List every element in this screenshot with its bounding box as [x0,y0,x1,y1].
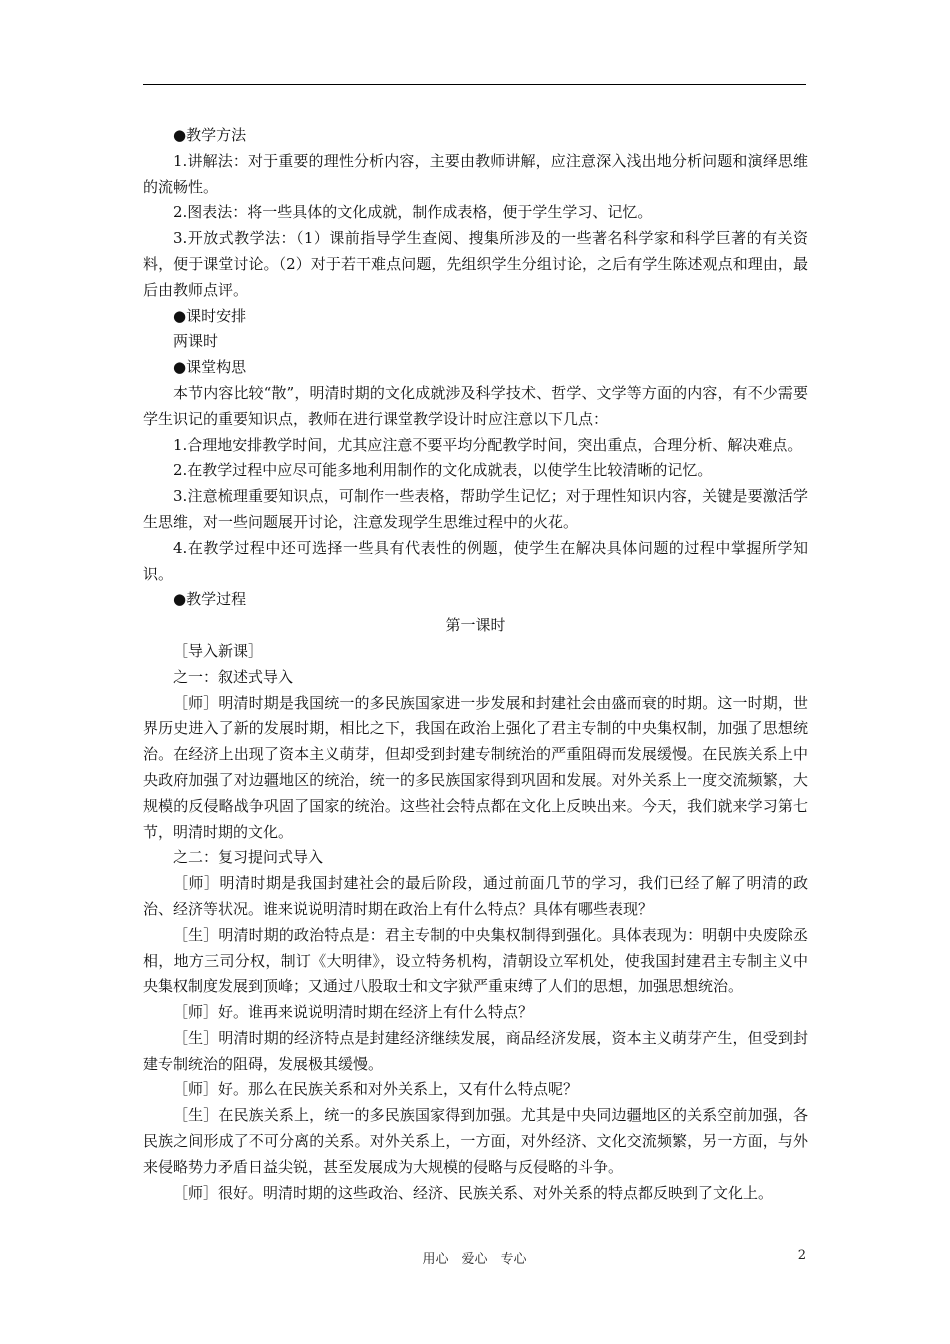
paragraph: ［师］明清时期是我国统一的多民族国家进一步发展和封建社会由盛而衰的时期。这一时期，世界历史进入了新的发展时期，相比之下，我国在政治上强化了君主专制的中央集权制，加强了思想统治。在经济上出现了资本主义萌芽，但却受到封建专制统治的严重阻碍而发展缓慢。在民族关系上中央政府加强了对边疆地区的统治，统一的多民族国家得到巩固和发展。对外关系上一度交流频繁，大规模的反侵略战争巩固了国家的统治。这些社会特点都在文化上反映出来。今天，我们就来学习第七节，明清时期的文化。 [143,693,808,841]
paragraph: 2.在教学过程中应尽可能多地利用制作的文化成就表，以使学生比较清晰的记忆。 [173,461,713,480]
section-heading-process: ●教学过程 [173,590,247,609]
footer-motto: 用心 爱心 专心 [422,1252,527,1267]
paragraph: ［师］好。谁再来说说明清时期在经济上有什么特点？ [173,1003,534,1022]
paragraph: 2.图表法：将一些具体的文化成就，制作成表格，便于学生学习、记忆。 [173,203,653,222]
paragraph: 之二：复习提问式导入 [173,848,324,867]
paragraph: 3.注意梳理重要知识点，可制作一些表格，帮助学生记忆；对于理性知识内容，关键是要激活学生思维，对一些问题展开讨论，注意发现学生思维过程中的火花。 [143,487,808,531]
paragraph: ［生］明清时期的政治特点是：君主专制的中央集权制得到强化。具体表现为：明朝中央废除丞相，地方三司分权，制订《大明律》，设立特务机构，清朝设立军机处，使我国封建君主专制主义中央集权制度发展到顶峰；又通过八股取士和文字狱严重束缚了人们的思想，加强思想统治。 [143,925,808,996]
section-heading-methods: ●教学方法 [173,126,247,144]
paragraph: 两课时 [173,332,219,351]
section-heading-schedule: ●课时安排 [173,306,247,325]
paragraph: ［师］明清时期是我国封建社会的最后阶段，通过前面几节的学习，我们已经了解了明清的政治、经济等状况。谁来说说明清时期在政治上有什么特点？具体有哪些表现？ [143,874,808,918]
paragraph: 1.合理地安排教学时间，尤其应注意不要平均分配教学时间，突出重点，合理分析、解决难点。 [173,435,803,454]
paragraph: ［师］很好。明清时期的这些政治、经济、民族关系、对外关系的特点都反映到了文化上。 [173,1183,774,1202]
paragraph: 4.在教学过程中还可选择一些具有代表性的例题，使学生在解决具体问题的过程中掌握所学知识。 [143,538,808,583]
paragraph: 本节内容比较“散”，明清时期的文化成就涉及科学技术、哲学、文学等方面的内容，有不少需要学生识记的重要知识点，教师在进行课堂教学设计时应注意以下几点： [143,383,808,428]
section-heading-design: ●课堂构思 [173,358,247,377]
lesson-title: 第一课时 [445,616,506,635]
header-rule [143,84,806,85]
subsection-heading: ［导入新课］ [173,641,264,660]
paragraph: 3.开放式教学法：（1）课前指导学生查阅、搜集所涉及的一些著名科学家和科学巨著的有关资料，便于课堂讨论。（2）对于若干难点问题，先组织学生分组讨论，之后有学生陈述观点和理由，最后由教师点评。 [143,229,808,299]
paragraph: ［生］明清时期的经济特点是封建经济继续发展，商品经济发展，资本主义萌芽产生，但受到封建专制统治的阻碍，发展极其缓慢。 [143,1028,808,1073]
document-body [143,123,808,1206]
page-footer [143,1248,806,1270]
paragraph: 1.讲解法：对于重要的理性分析内容，主要由教师讲解，应注意深入浅出地分析问题和演绎思维的流畅性。 [143,151,808,196]
paragraph: ［生］在民族关系上，统一的多民族国家得到加强。尤其是中央同边疆地区的关系空前加强，各民族之间形成了不可分离的关系。对外关系上，一方面，对外经济、文化交流频繁，另一方面，与外来侵略势力矛盾日益尖锐，甚至发展成为大规模的侵略与反侵略的斗争。 [143,1106,808,1176]
page-number: 2 [797,1248,806,1263]
paragraph: 之一：叙述式导入 [173,667,294,686]
paragraph: ［师］好。那么在民族关系和对外关系上，又有什么特点呢？ [173,1080,579,1099]
